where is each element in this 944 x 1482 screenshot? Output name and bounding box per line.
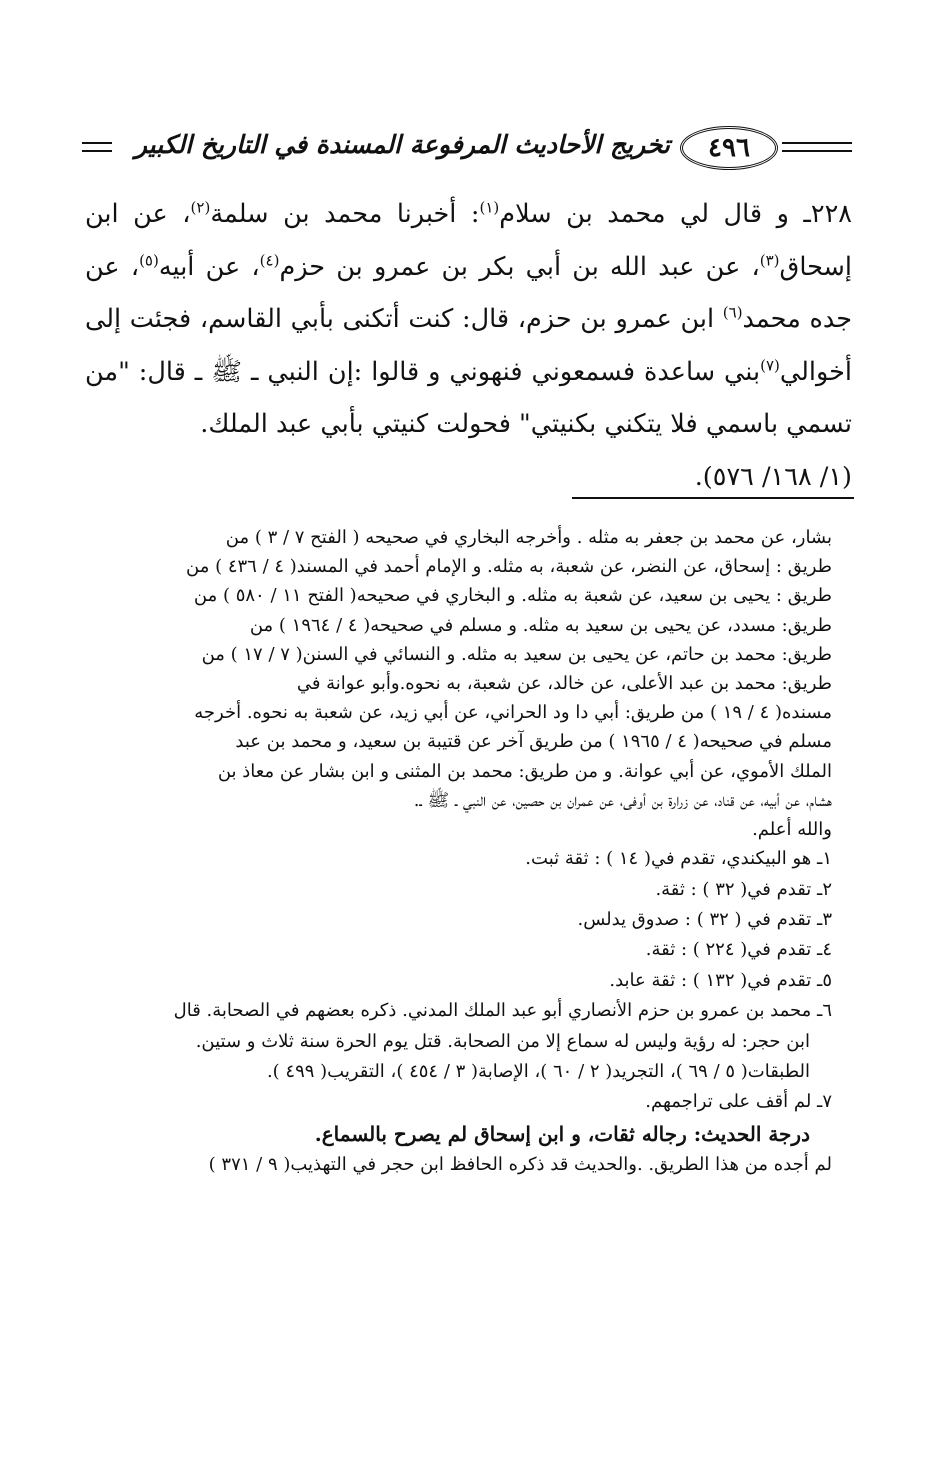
hadith-segment: ، عن عبد الله بن أبي بكر بن عمرو بن حزم: [279, 251, 760, 282]
header-rule-left: [82, 142, 112, 152]
footnote-item: الطبقات( ٥ / ٦٩ )، التجريد( ٢ / ٦٠ )، الإصابة( ٣ / ٤٥٤ )، التقريب( ٤٩٩ ).: [266, 1061, 810, 1083]
footnote-text: هو البيكندي، تقدم في( ١٤ ) : ثقة ثبت.: [525, 848, 812, 870]
final-note: لم أجده من هذا الطريق. .والحديث قد ذكره الحافظ ابن حجر في التهذيب( ٩ / ٣٧١ ): [208, 1153, 832, 1175]
footnote-number: ١ـ: [817, 848, 832, 870]
footnote-item: [100, 875, 832, 905]
footnote-number: ٥ـ: [817, 969, 832, 991]
footnote-line: طريق: مسدد، عن يحيى بن سعيد به مثله. و مسلم في صحيحه( ٤ / ١٩٦٤ ) من: [249, 614, 832, 636]
footnote-text: محمد بن عمرو بن حزم الأنصاري أبو عبد الملك المدني. ذكره بعضهم في الصحابة. قال: [173, 1000, 812, 1022]
page-number: ٤٩٦: [680, 126, 778, 170]
footnote-number: ٤ـ: [817, 939, 832, 961]
footnote-ref: (٧): [760, 356, 780, 374]
footnote-ref: (٣): [759, 251, 780, 269]
footnote-line: بشار، عن محمد بن جعفر به مثله . وأخرجه البخاري في صحيحه ( الفتح ٧ / ٣ ) من: [225, 527, 832, 548]
hadith-segment: : أخبرنا محمد بن سلمة: [210, 199, 480, 229]
footnote-text: تقدم في( ٣٢ ) : ثقة.: [655, 878, 812, 900]
footnote-item: [100, 966, 832, 996]
book-title: تخريج الأحاديث المرفوعة المسندة في التاريخ الكبير: [134, 130, 670, 159]
footnote-line: طريق: محمد بن عبد الأعلى، عن خالد، عن شعبة، به نحوه.وأبو عوانة في: [296, 673, 832, 695]
footnote-separator: [572, 497, 854, 499]
footnote-text: تقدم في( ١٣٢ ) : ثقة عابد.: [609, 969, 812, 991]
footnote-number: ٦ـ: [817, 1000, 832, 1022]
footnote-line: طريق : يحيى بن سعيد، عن شعبة به مثله. و البخاري في صحيحه( الفتح ١١ / ٥٨٠ ) من: [193, 585, 832, 607]
footnote-continuation: [100, 523, 832, 844]
footnote-item: [100, 1087, 832, 1117]
hadith-segment: ، عن جده محمد: [85, 251, 852, 334]
footnote-ref: (٤): [259, 251, 280, 269]
hadith-segment: ابن عمرو بن حزم، قال: كنت أتكنى بأبي القاسم، فجئت إلى أخوالي: [85, 304, 852, 387]
footnote-number: ٧ـ: [817, 1091, 832, 1113]
footnote-text: لم أقف على تراجمهم.: [645, 1091, 812, 1113]
footnote-item: [100, 935, 832, 965]
footnote-number: ٣ـ: [817, 909, 832, 931]
footnote-item: ابن حجر: له رؤية وليس له سماع إلا من الصحابة. قتل يوم الحرة سنة ثلاث و ستين.: [195, 1030, 810, 1052]
footnote-ref: (٦): [722, 303, 743, 322]
hadith-segment: بني ساعدة فسمعوني فنهوني و قالوا :إن النبي ـ ﷺ ـ قال: "من تسمي باسمي فلا يتكني بكنيتي" فحولت كنيتي بأبي عبد الملك.: [85, 356, 852, 439]
footnote-ref: (١): [479, 198, 500, 217]
footnote-list: [100, 844, 832, 1118]
hadith-citation: (١/ ١٦٨/ ٥٧٦).: [694, 461, 852, 492]
footnote-line: هشام، عن أبيه، عن قناد، عن زرارة بن أوفى، عن عمران بن حصين، عن النبي ـ ﷺ ـ.: [413, 789, 832, 811]
footnote-line: طريق: محمد بن حاتم، عن يحيى بن سعيد به مثله. و النسائي في السنن( ٧ / ١٧ ) من: [201, 643, 832, 665]
page-header: [82, 120, 852, 172]
hadith-segment: ، عن أبيه: [158, 251, 260, 282]
footnote-item: [100, 905, 832, 935]
footnote-text: تقدم في( ٢٢٤ ) : ثقة.: [645, 939, 812, 961]
footnote-line: طريق : إسحاق، عن النضر، عن شعبة، به مثله. و الإمام أحمد في المسند( ٤ / ٤٣٦ ) من: [186, 556, 832, 578]
hadith-segment: ٢٢٨ـ و قال لي محمد بن سلام: [499, 199, 852, 229]
footnote-number: ٢ـ: [817, 878, 832, 900]
header-rule-right: [782, 142, 852, 152]
footnote-ref: (٥): [139, 251, 159, 269]
hadith-segment: ، عن ابن إسحاق: [85, 199, 852, 282]
footnotes: [100, 523, 832, 1180]
hadith-paragraph: [85, 188, 852, 503]
footnote-line: مسلم في صحيحه( ٤ / ١٩٦٥ ) من طريق آخر عن قتيبة بن سعيد، و محمد بن عبد: [235, 731, 832, 753]
hadith-grade: درجة الحديث: رجاله ثقات، و ابن إسحاق لم يصرح بالسماع.: [314, 1121, 810, 1146]
footnote-item: [100, 996, 832, 1026]
footnote-ref: (٢): [190, 198, 211, 217]
footnote-text: تقدم في ( ٣٢ ) : صدوق يدلس.: [577, 909, 812, 931]
footnote-item: [100, 844, 832, 874]
footnote-line: الملك الأموي، عن أبي عوانة. و من طريق: محمد بن المثنى و ابن بشار عن معاذ بن: [217, 760, 832, 782]
footnote-line: والله أعلم.: [752, 819, 832, 841]
footnote-line: مسنده( ٤ / ١٩ ) من طريق: أبي دا ود الحراني، عن أبي زيد، عن شعبة به نحوه. أخرجه: [194, 702, 832, 724]
hadith-text: [85, 188, 852, 503]
